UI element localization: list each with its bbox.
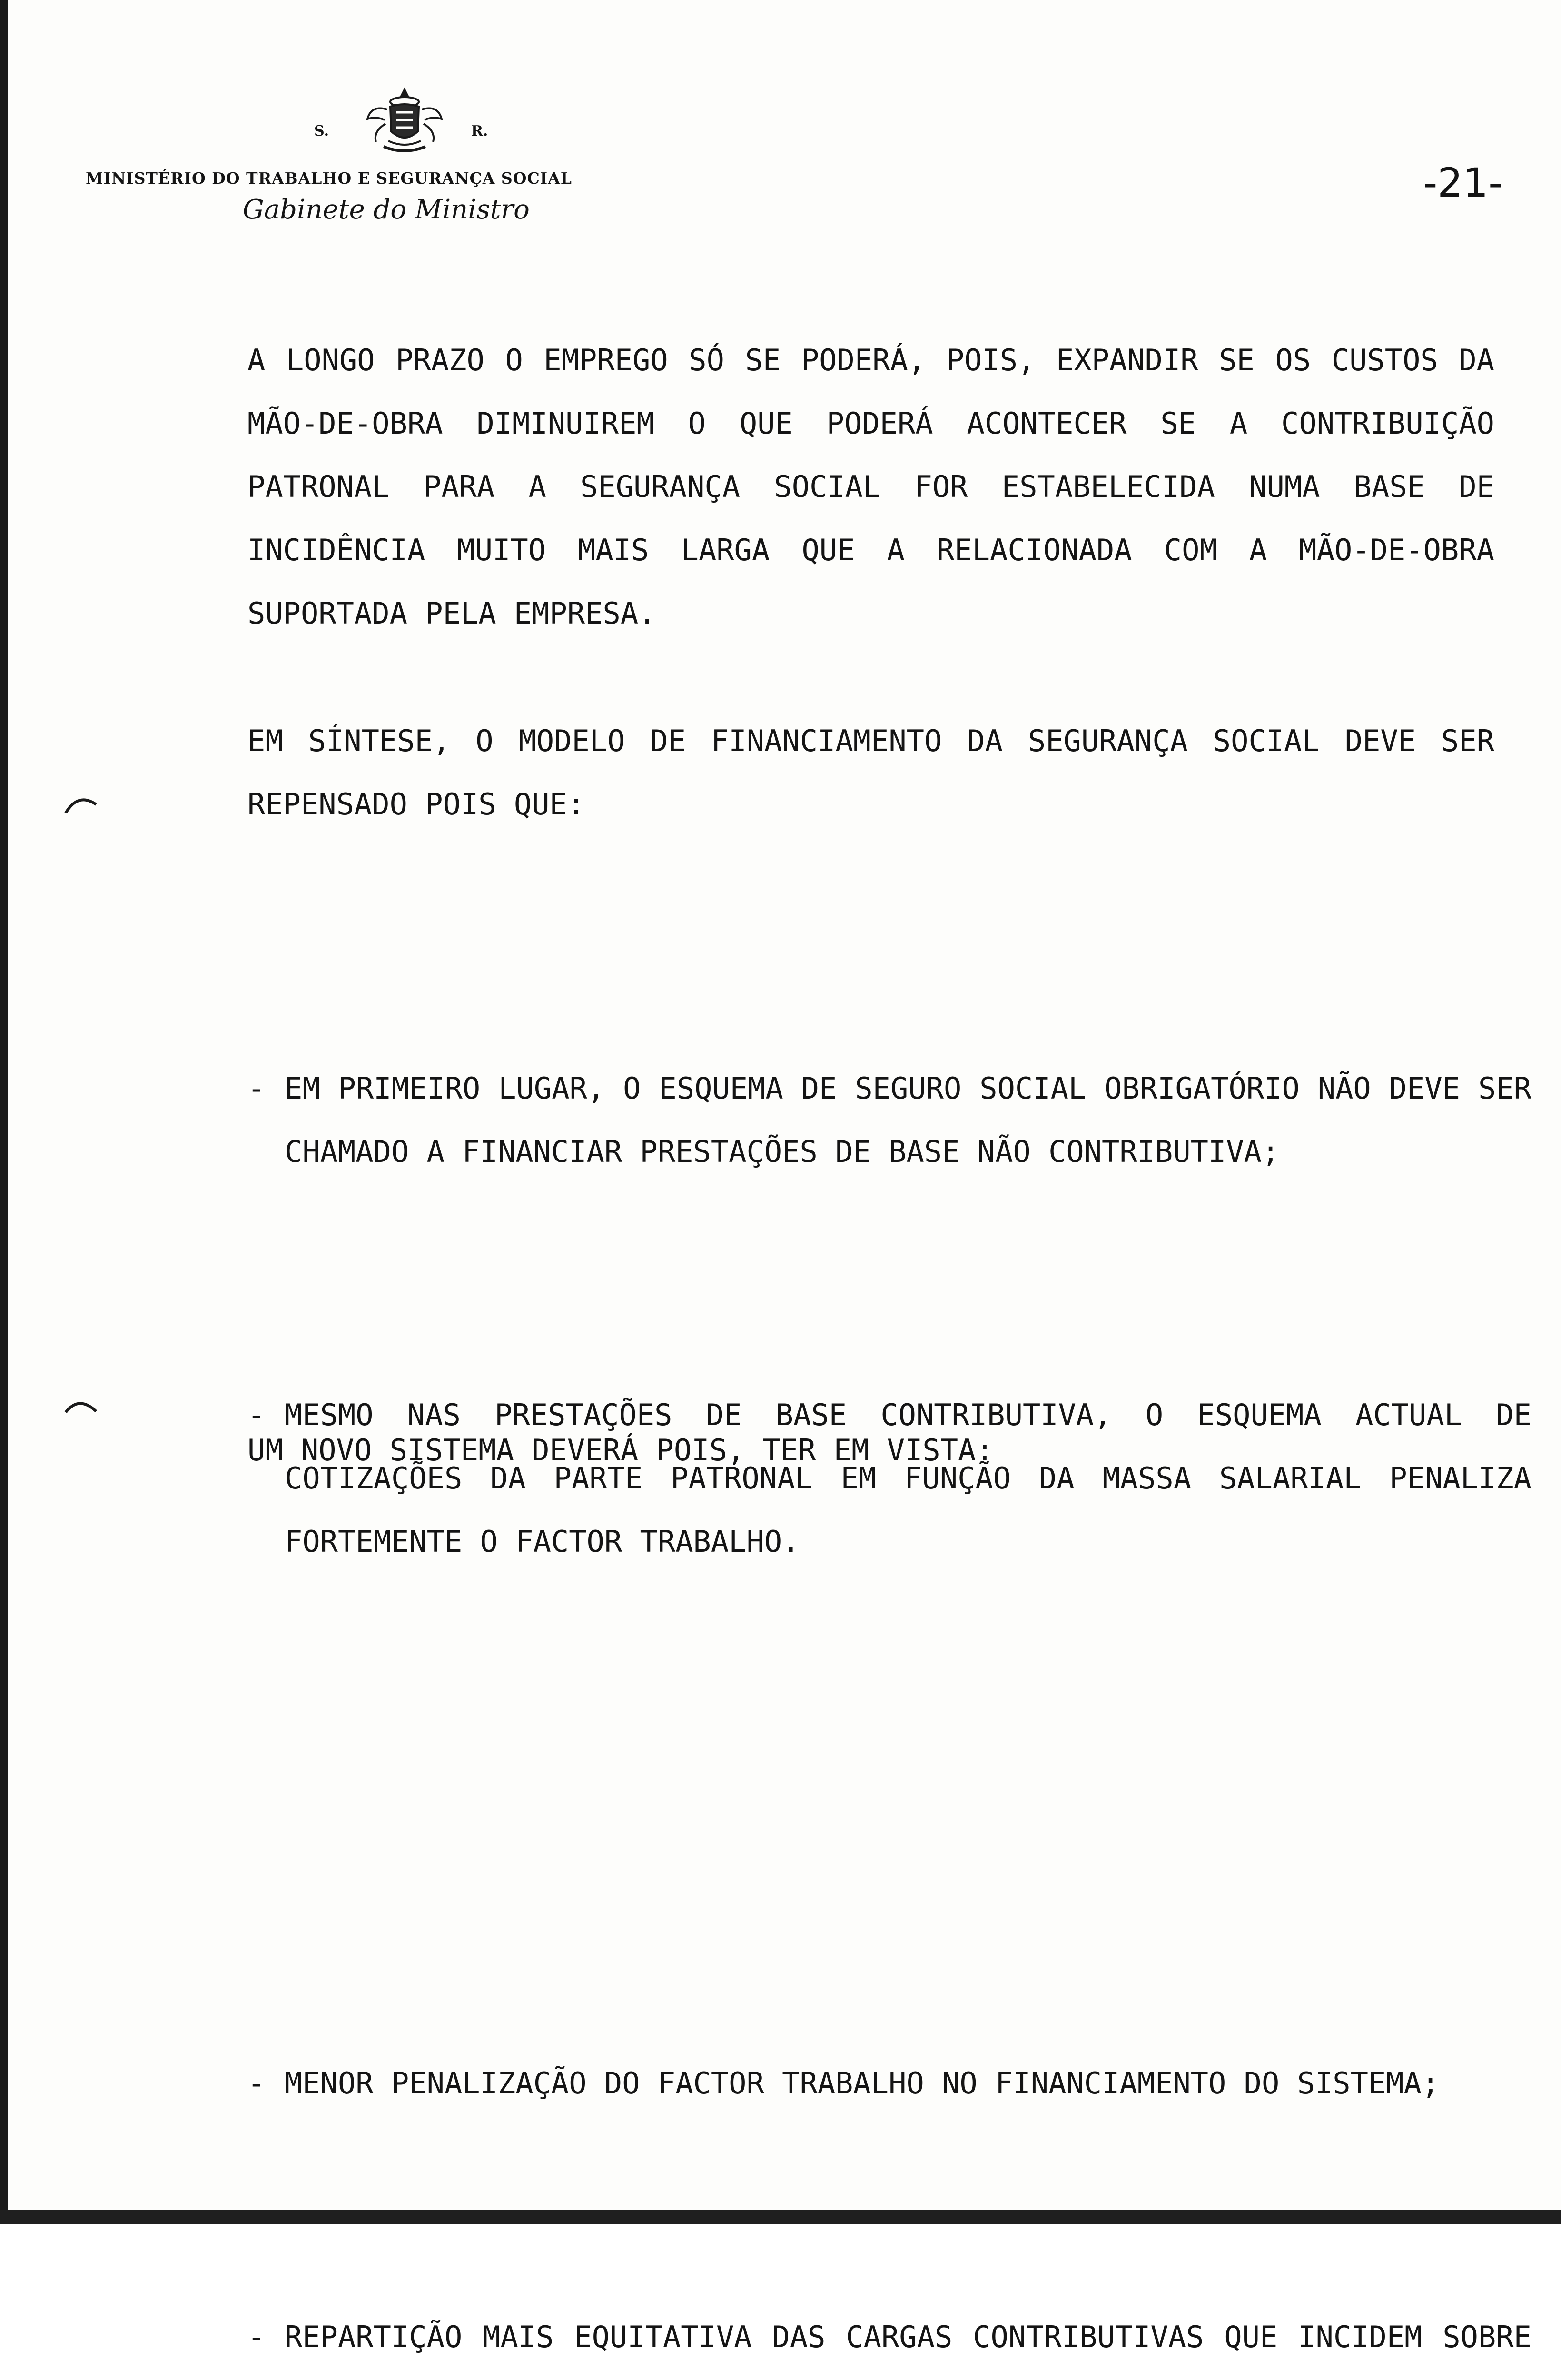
list-item (247, 2052, 1531, 2115)
scan-edge-bottom (0, 2210, 1561, 2224)
page-number: -21- (1423, 159, 1503, 206)
coat-of-arms-icon (357, 86, 452, 157)
list-item (247, 1057, 1531, 1183)
ministry-name: MINISTÉRIO DO TRABALHO E SEGURANÇA SOCIAL (86, 169, 572, 188)
list-item (247, 2305, 1531, 2380)
crest-left-letter: S. (314, 123, 329, 139)
paragraph-new-system: UM NOVO SISTEMA DEVERÁ POIS, TER EM VISTA: (247, 1433, 994, 1468)
paragraph-summary: EM SÍNTESE, O MODELO DE FINANCIAMENTO DA SEGURANÇA SOCIAL DEVE SER REPENSADO POIS QUE: (247, 724, 1494, 822)
letterhead (86, 86, 752, 243)
list-dash: - (247, 1071, 266, 1106)
crest-right-letter: R. (471, 123, 488, 139)
paragraph-long-term-employment: A LONGO PRAZO O EMPREGO SÓ SE PODERÁ, POIS, EXPANDIR SE OS CUSTOS DA MÃO-DE-OBRA DIMINUIREM O QUE PODERÁ ACONTECER SE A CONTRIBUIÇÃO PATRONAL PARA A SEGURANÇA SOCIAL FOR ESTABELECIDA NUMA BASE DE INCIDÊNCIA MUITO MAIS LARGA QUE A RELACIONADA COM A MÃO-DE-OBRA SUPORTADA PELA EMPRESA. (247, 343, 1494, 631)
list-item-text: EM PRIMEIRO LUGAR, O ESQUEMA DE SEGURO SOCIAL OBRIGATÓRIO NÃO DEVE SER CHAMADO A FINANCIAR PRESTAÇÕES DE BASE NÃO CONTRIBUTIVA; (285, 1071, 1531, 1169)
list-item-text: REPARTIÇÃO MAIS EQUITATIVA DAS CARGAS CONTRIBUTIVAS QUE INCIDEM SOBRE (285, 2320, 1531, 2354)
list-item-text: MENOR PENALIZAÇÃO DO FACTOR TRABALHO NO FINANCIAMENTO DO SISTEMA; (285, 2066, 1440, 2101)
list-item-text: MESMO NAS PRESTAÇÕES DE BASE CONTRIBUTIVA, O ESQUEMA ACTUAL DE COTIZAÇÕES DA PARTE PATRONAL EM FUNÇÃO DA MASSA SALARIAL PENALIZA FORTEMENTE O FACTOR TRABALHO. (285, 1398, 1531, 1559)
document-body (247, 328, 1531, 2354)
list-dash: - (247, 2320, 266, 2354)
punch-hole-mark-icon (62, 790, 100, 819)
office-name: Gabinete do Ministro (243, 194, 530, 225)
list-dash: - (247, 1398, 266, 1432)
punch-hole-mark-icon (62, 1392, 100, 1421)
scan-edge-left (0, 0, 8, 2224)
crest-row (314, 86, 524, 157)
list-dash: - (247, 2066, 266, 2101)
